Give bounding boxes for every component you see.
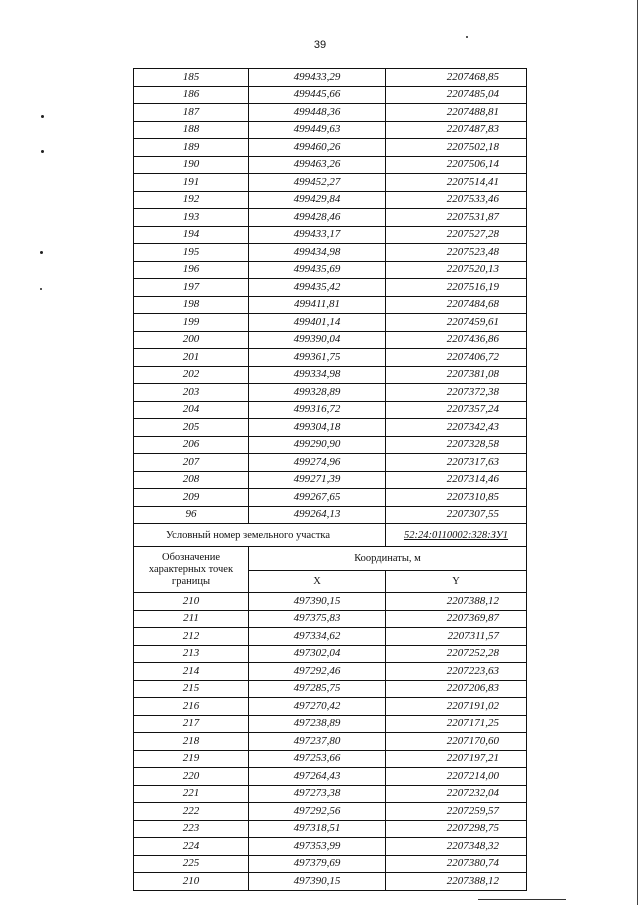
coord-x: 497318,51	[249, 820, 386, 838]
coord-y: 2207531,87	[386, 209, 527, 227]
table-row	[134, 715, 527, 733]
point-number: 186	[134, 86, 249, 104]
coordinates-table-part2	[134, 593, 527, 891]
coord-x: 497390,15	[249, 873, 386, 891]
coord-x: 497238,89	[249, 715, 386, 733]
coord-y: 2207388,12	[386, 593, 527, 611]
coord-y: 2207502,18	[386, 139, 527, 157]
coord-x: 499433,29	[249, 69, 386, 87]
scan-speck	[40, 251, 43, 254]
coord-y: 2207298,75	[386, 820, 527, 838]
coord-y: 2207369,87	[386, 610, 527, 628]
coord-x: 499428,46	[249, 209, 386, 227]
table-row	[134, 873, 527, 891]
coord-x: 497292,56	[249, 803, 386, 821]
table-row	[134, 628, 527, 646]
coord-y: 2207527,28	[386, 226, 527, 244]
coord-x: 497379,69	[249, 855, 386, 873]
coord-y: 2207533,46	[386, 191, 527, 209]
coord-y: 2207214,00	[386, 768, 527, 786]
coord-y: 2207516,19	[386, 279, 527, 297]
point-number: 210	[134, 873, 249, 891]
point-number: 201	[134, 349, 249, 367]
coord-y: 2207388,12	[386, 873, 527, 891]
header-y: Y	[386, 571, 527, 593]
coord-y: 2207484,68	[386, 296, 527, 314]
table-row	[134, 331, 527, 349]
point-number: 203	[134, 384, 249, 402]
coord-y: 2207170,60	[386, 733, 527, 751]
coord-x: 497237,80	[249, 733, 386, 751]
table-row	[134, 401, 527, 419]
point-number: 204	[134, 401, 249, 419]
coord-x: 497302,04	[249, 645, 386, 663]
point-number: 218	[134, 733, 249, 751]
footer-line	[478, 899, 566, 900]
table-row	[134, 261, 527, 279]
coord-y: 2207372,38	[386, 384, 527, 402]
coord-y: 2207342,43	[386, 419, 527, 437]
coordinates-table	[133, 68, 527, 891]
coord-y: 2207520,13	[386, 261, 527, 279]
point-number: 214	[134, 663, 249, 681]
coord-x: 497285,75	[249, 680, 386, 698]
coord-y: 2207381,08	[386, 366, 527, 384]
point-number: 189	[134, 139, 249, 157]
table-row	[134, 139, 527, 157]
coord-x: 499434,98	[249, 244, 386, 262]
scan-speck	[40, 288, 42, 290]
header-designation: Обозначение характерных точек границы	[134, 547, 249, 593]
point-number: 221	[134, 785, 249, 803]
coord-x: 499334,98	[249, 366, 386, 384]
coord-y: 2207459,61	[386, 314, 527, 332]
table-row	[134, 279, 527, 297]
point-number: 219	[134, 750, 249, 768]
table-row	[134, 680, 527, 698]
coord-x: 499445,66	[249, 86, 386, 104]
table-row	[134, 471, 527, 489]
table-row	[134, 785, 527, 803]
table-row	[134, 419, 527, 437]
point-number: 96	[134, 506, 249, 524]
point-number: 191	[134, 174, 249, 192]
coord-x: 497375,83	[249, 610, 386, 628]
point-number: 195	[134, 244, 249, 262]
point-number: 216	[134, 698, 249, 716]
coord-y: 2207307,55	[386, 506, 527, 524]
point-number: 225	[134, 855, 249, 873]
coord-x: 499328,89	[249, 384, 386, 402]
coord-x: 497390,15	[249, 593, 386, 611]
coord-y: 2207348,32	[386, 838, 527, 856]
point-number: 220	[134, 768, 249, 786]
coord-y: 2207488,81	[386, 104, 527, 122]
header-x: X	[249, 571, 386, 593]
point-number: 198	[134, 296, 249, 314]
table-row	[134, 489, 527, 507]
coord-x: 499435,69	[249, 261, 386, 279]
table-row	[134, 384, 527, 402]
table-row	[134, 314, 527, 332]
point-number: 192	[134, 191, 249, 209]
point-number: 222	[134, 803, 249, 821]
table-row	[134, 436, 527, 454]
coord-y: 2207206,83	[386, 680, 527, 698]
coord-y: 2207380,74	[386, 855, 527, 873]
table-row	[134, 803, 527, 821]
table-row	[134, 663, 527, 681]
table-row	[134, 610, 527, 628]
coord-x: 497253,66	[249, 750, 386, 768]
coord-x: 499448,36	[249, 104, 386, 122]
coord-x: 499411,81	[249, 296, 386, 314]
coord-y: 2207436,86	[386, 331, 527, 349]
coord-y: 2207514,41	[386, 174, 527, 192]
coord-x: 497264,43	[249, 768, 386, 786]
point-number: 185	[134, 69, 249, 87]
scan-speck	[41, 115, 44, 118]
coord-x: 499463,26	[249, 156, 386, 174]
point-number: 200	[134, 331, 249, 349]
coord-y: 2207311,57	[386, 628, 527, 646]
page-number: 39	[313, 39, 327, 51]
coord-y: 2207357,24	[386, 401, 527, 419]
point-number: 190	[134, 156, 249, 174]
point-number: 187	[134, 104, 249, 122]
table-row	[134, 366, 527, 384]
point-number: 223	[134, 820, 249, 838]
point-number: 213	[134, 645, 249, 663]
table-row	[134, 506, 527, 524]
point-number: 224	[134, 838, 249, 856]
point-number: 207	[134, 454, 249, 472]
point-number: 209	[134, 489, 249, 507]
coord-y: 2207310,85	[386, 489, 527, 507]
coord-x: 499390,04	[249, 331, 386, 349]
coord-x: 499435,42	[249, 279, 386, 297]
table-row	[134, 733, 527, 751]
point-number: 215	[134, 680, 249, 698]
point-number: 210	[134, 593, 249, 611]
table-row	[134, 226, 527, 244]
parcel-row	[134, 524, 527, 547]
table-row	[134, 86, 527, 104]
coord-y: 2207197,21	[386, 750, 527, 768]
coord-y: 2207314,46	[386, 471, 527, 489]
table-row	[134, 454, 527, 472]
coord-y: 2207406,72	[386, 349, 527, 367]
point-number: 199	[134, 314, 249, 332]
point-number: 188	[134, 121, 249, 139]
table-row	[134, 69, 527, 87]
table-header-row	[134, 547, 527, 571]
table-row	[134, 349, 527, 367]
table-row	[134, 104, 527, 122]
coord-y: 2207328,58	[386, 436, 527, 454]
coord-x: 499271,39	[249, 471, 386, 489]
point-number: 205	[134, 419, 249, 437]
scan-speck	[466, 36, 468, 38]
coord-x: 497273,38	[249, 785, 386, 803]
parcel-number: 52:24:0110002:328:ЗУ1	[386, 524, 527, 547]
table-row	[134, 191, 527, 209]
coord-x: 497270,42	[249, 698, 386, 716]
coord-x: 499401,14	[249, 314, 386, 332]
table-row	[134, 820, 527, 838]
table-row	[134, 296, 527, 314]
point-number: 197	[134, 279, 249, 297]
coord-x: 497334,62	[249, 628, 386, 646]
point-number: 206	[134, 436, 249, 454]
coord-y: 2207191,02	[386, 698, 527, 716]
coord-x: 499264,13	[249, 506, 386, 524]
table-row	[134, 698, 527, 716]
point-number: 193	[134, 209, 249, 227]
point-number: 196	[134, 261, 249, 279]
coord-y: 2207223,63	[386, 663, 527, 681]
page-edge-line	[637, 0, 638, 905]
coord-x: 499449,63	[249, 121, 386, 139]
table-row	[134, 156, 527, 174]
coord-y: 2207259,57	[386, 803, 527, 821]
coord-y: 2207487,83	[386, 121, 527, 139]
coord-x: 499290,90	[249, 436, 386, 454]
point-number: 212	[134, 628, 249, 646]
table-row	[134, 174, 527, 192]
table-row	[134, 768, 527, 786]
point-number: 211	[134, 610, 249, 628]
table-row	[134, 244, 527, 262]
point-number: 208	[134, 471, 249, 489]
coord-x: 499304,18	[249, 419, 386, 437]
coordinates-table-part1	[134, 69, 527, 524]
table-row	[134, 855, 527, 873]
coord-x: 499274,96	[249, 454, 386, 472]
coord-x: 497292,46	[249, 663, 386, 681]
table-row	[134, 838, 527, 856]
table-row	[134, 209, 527, 227]
table-row	[134, 750, 527, 768]
coord-y: 2207252,28	[386, 645, 527, 663]
table-row	[134, 645, 527, 663]
coord-y: 2207468,85	[386, 69, 527, 87]
scan-speck	[41, 150, 44, 153]
point-number: 202	[134, 366, 249, 384]
coord-y: 2207485,04	[386, 86, 527, 104]
header-coordinates: Координаты, м	[249, 547, 527, 571]
coord-x: 499452,27	[249, 174, 386, 192]
coord-y: 2207317,63	[386, 454, 527, 472]
coord-x: 499429,84	[249, 191, 386, 209]
coord-x: 499316,72	[249, 401, 386, 419]
table-row	[134, 593, 527, 611]
coord-x: 499361,75	[249, 349, 386, 367]
point-number: 217	[134, 715, 249, 733]
coord-y: 2207523,48	[386, 244, 527, 262]
coord-x: 499460,26	[249, 139, 386, 157]
table-row	[134, 121, 527, 139]
parcel-label: Условный номер земельного участка	[134, 524, 386, 547]
coord-y: 2207506,14	[386, 156, 527, 174]
coord-y: 2207232,04	[386, 785, 527, 803]
coord-x: 499267,65	[249, 489, 386, 507]
coord-x: 499433,17	[249, 226, 386, 244]
point-number: 194	[134, 226, 249, 244]
coord-x: 497353,99	[249, 838, 386, 856]
parcel-row-group	[134, 524, 527, 593]
coord-y: 2207171,25	[386, 715, 527, 733]
